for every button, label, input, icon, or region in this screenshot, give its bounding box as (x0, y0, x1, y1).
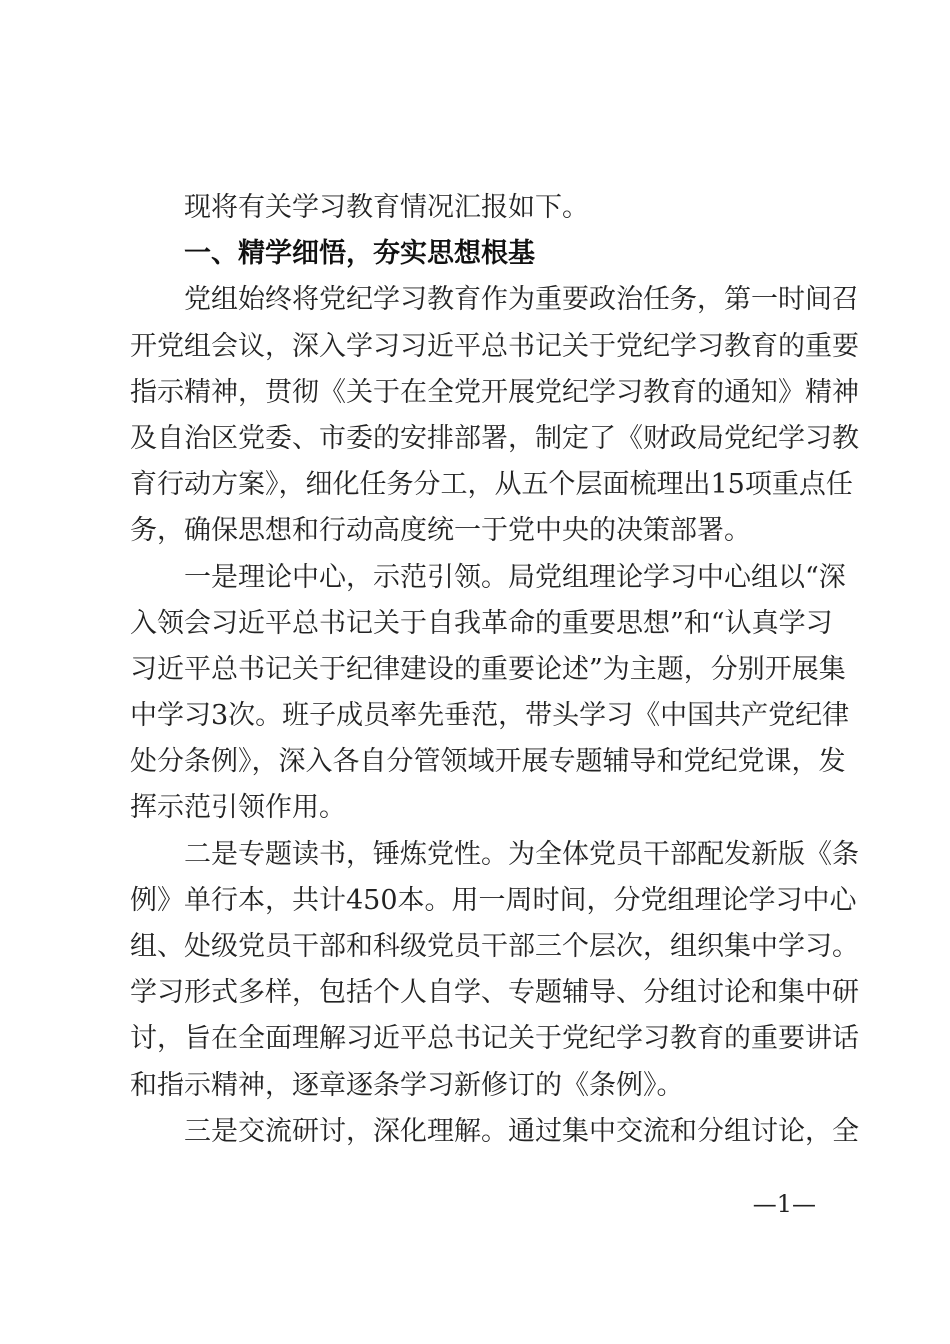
section-heading: 一、精学细悟，夯实思想根基 (184, 238, 535, 270)
text-line: 及自治区党委、市委的安排部署，制定了《财政局党纪学习教 (130, 422, 859, 454)
text-line: 例》单行本，共计450本。用一周时间，分党组理论学习中心 (130, 884, 857, 916)
text-line: 育行动方案》，细化任务分工，从五个层面梳理出15项重点任 (130, 469, 853, 501)
text-line: 开党组会议，深入学习习近平总书记关于党纪学习教育的重要 (130, 330, 859, 362)
text-line: 中学习3次。班子成员率先垂范，带头学习《中国共产党纪律 (130, 700, 850, 732)
text-line: 习近平总书记关于纪律建设的重要论述”为主题，分别开展集 (130, 653, 846, 685)
text-line: 讨，旨在全面理解习近平总书记关于党纪学习教育的重要讲话 (130, 1023, 859, 1055)
text-line: 务，确保思想和行动高度统一于党中央的决策部署。 (130, 515, 751, 547)
text-line: 处分条例》，深入各自分管领域开展专题辅导和党纪党课，发 (130, 746, 846, 778)
text-line: 三是交流研讨，深化理解。通过集中交流和分组讨论，全 (184, 1115, 859, 1147)
text-line: 现将有关学习教育情况汇报如下。 (184, 192, 589, 223)
text-line: 挥示范引领作用。 (130, 792, 346, 824)
page-number: —1— (752, 1190, 816, 1218)
text-line: 党组始终将党纪学习教育作为重要政治任务，第一时间召 (184, 284, 859, 316)
text-line: 组、处级党员干部和科级党员干部三个层次，组织集中学习。 (130, 931, 859, 962)
text-line: 入领会习近平总书记关于自我革命的重要思想”和“认真学习 (130, 607, 833, 639)
document-body (130, 185, 859, 1155)
text-line: 指示精神，贯彻《关于在全党开展党纪学习教育的通知》精神 (130, 376, 859, 408)
text-line: 和指示精神，逐章逐条学习新修订的《条例》。 (130, 1069, 684, 1101)
text-line: 二是专题读书，锤炼党性。为全体党员干部配发新版《条 (184, 838, 859, 870)
text-line: 学习形式多样，包括个人自学、专题辅导、分组讨论和集中研 (130, 977, 859, 1009)
text-line: 一是理论中心，示范引领。局党组理论学习中心组以“深 (184, 561, 846, 593)
